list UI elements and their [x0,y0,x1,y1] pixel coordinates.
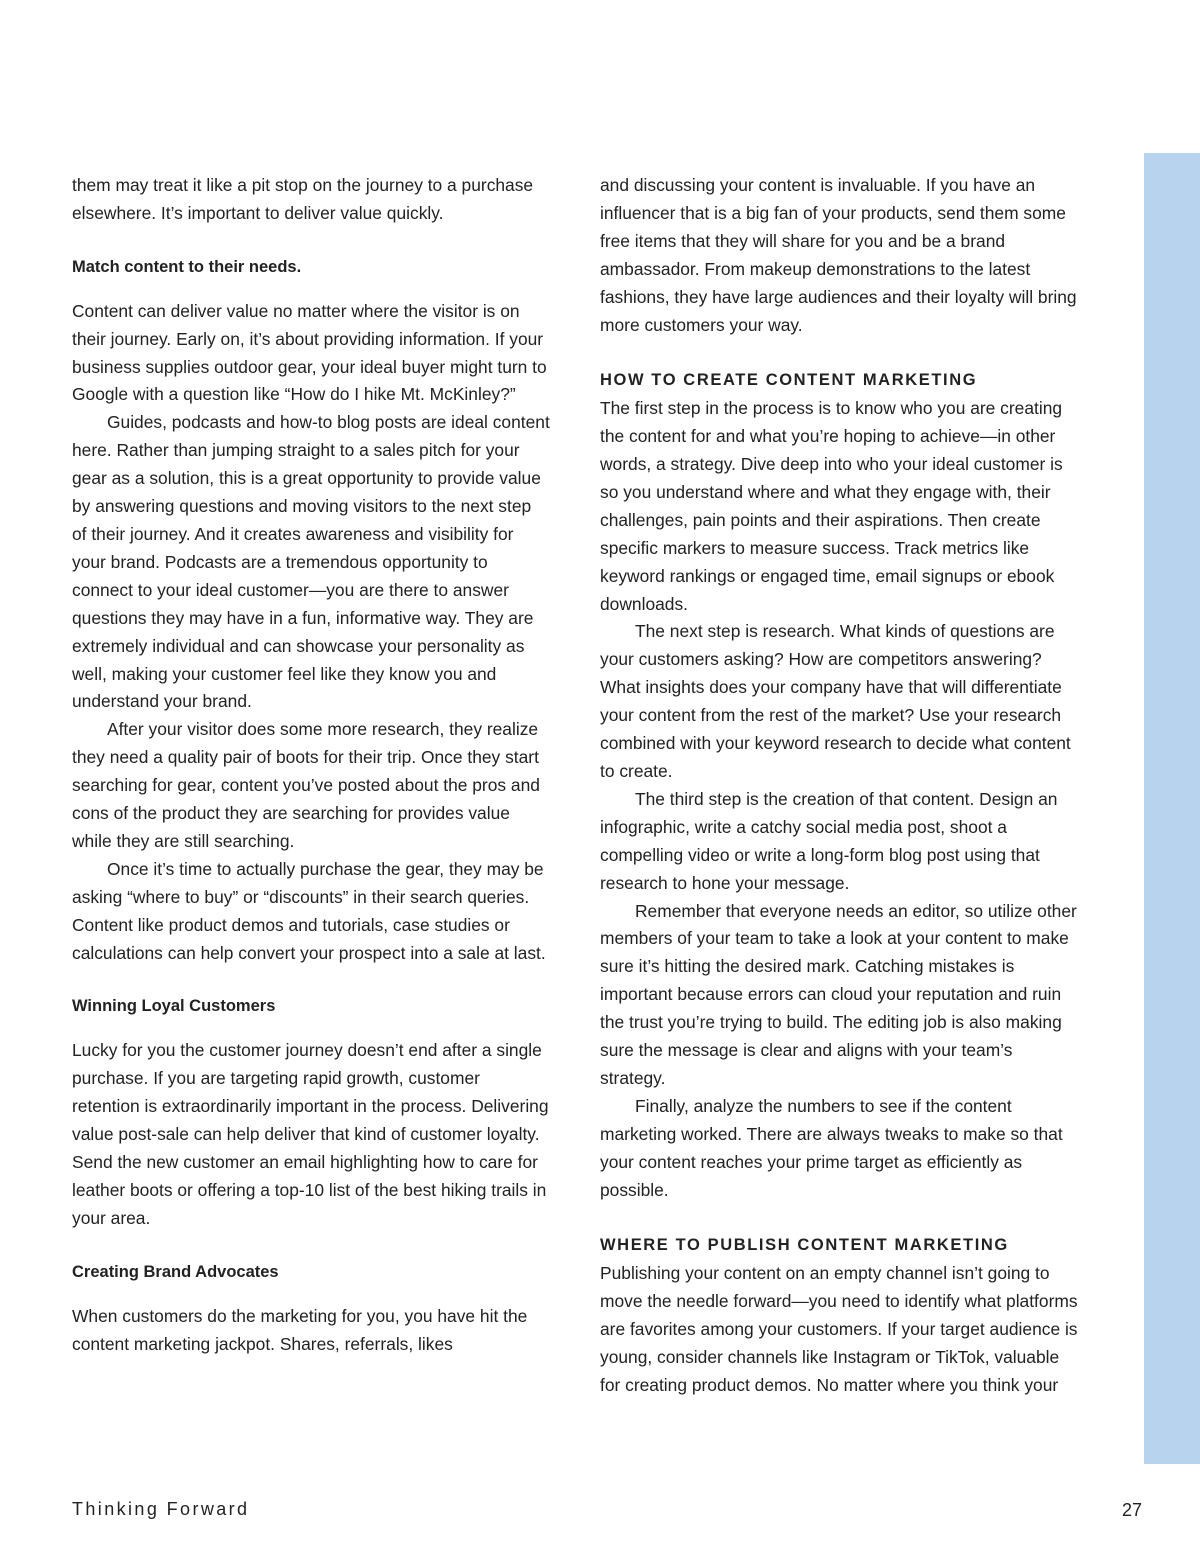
heading-brand-advocates: Creating Brand Advocates [72,1262,279,1281]
how-paragraph-5: Finally, analyze the numbers to see if the content marketing worked. There are always tweaks to make so that your content reaches your prime target as efficiently as possible. [600,1095,1063,1200]
heading-where-to-publish: WHERE TO PUBLISH CONTENT MARKETING [600,1236,1009,1255]
match-paragraph-4: Once it’s time to actually purchase the gear, they may be asking “where to buy” or “discounts” in their search queries. Content like product demos and tutorials, case studies or calculations can help convert your prospect into a sale at last. [72,858,546,963]
decorative-side-bar [1144,153,1200,1464]
how-paragraph-4: Remember that everyone needs an editor, so utilize other members of your team to take a look at your content to make sure it’s hitting the desired mark. Catching mistakes is important because errors can cloud your reputation and ruin the trust you’re trying to build. The editing job is also making sure the message is clear and aligns with your team’s strategy. [600,900,1077,1088]
how-paragraph-2: The next step is research. What kinds of questions are your customers asking? How are competitors answering? What insights does your company have that will differentiate your content from the rest of the market? Use your research combined with your keyword research to decide what content to create. [600,621,1071,782]
page-number: 27 [1122,1500,1143,1520]
left-column [72,172,550,1358]
match-paragraph-2: Guides, podcasts and how-to blog posts are ideal content here. Rather than jumping straight to a sales pitch for your gear as a solution, this is a great opportunity to provide value by answering questions and moving visitors to the next step of their journey. And it creates awareness and visibility for your brand. Podcasts are a tremendous opportunity to connect to your ideal customer—you are there to answer questions they may have in a fun, informative way. They are extremely individual and can showcase your personality as well, making your customer feel like they know you and understand your brand. [72,412,550,712]
heading-match-content: Match content to their needs. [72,257,302,276]
right-column [600,172,1080,1400]
how-paragraph-1: The first step in the process is to know who you are creating the content for and what you’re hoping to achieve—in other words, a strategy. Dive deep into who your ideal customer is so you understand where and what they engage with, their challenges, pain points and their aspirations. Then create specific markers to measure success. Track metrics like keyword rankings or engaged time, email signups or ebook downloads. [600,398,1063,614]
where-paragraph: Publishing your content on an empty channel isn’t going to move the needle forward—you need to identify what platforms are favorites among your customers. If your target audience is young, consider channels like Instagram or TikTok, valuable for creating product demos. No matter where you think your [600,1263,1078,1395]
loyal-paragraph: Lucky for you the customer journey doesn’t end after a single purchase. If you are targeting rapid growth, customer retention is extraordinarily important in the process. Delivering value post-sale can help deliver that kind of customer loyalty. Send the new customer an email highlighting how to care for leather boots or offering a top-10 list of the best hiking trails in your area. [72,1040,549,1228]
match-paragraph-1: Content can deliver value no matter where the visitor is on their journey. Early on, it’s about providing information. If your business supplies outdoor gear, your ideal buyer might turn to Google with a question like “How do I hike Mt. McKinley?” [72,300,547,405]
heading-how-to-create: HOW TO CREATE CONTENT MARKETING [600,371,978,390]
how-paragraph-3: The third step is the creation of that content. Design an infographic, write a catchy social media post, shoot a compelling video or write a long-form blog post using that research to hone your message. [600,788,1058,893]
match-paragraph-3: After your visitor does some more research, they realize they need a quality pair of boots for their trip. Once they start searching for gear, content you’ve posted about the pros and cons of the product they are searching for provides value while they are still searching. [72,719,540,851]
continued-paragraph: and discussing your content is invaluable. If you have an influencer that is a big fan of your products, send them some free items that they will share for you and be a brand ambassador. From makeup demonstrations to the latest fashions, they have large audiences and their loyalty will bring more customers your way. [600,175,1077,335]
intro-paragraph: them may treat it like a pit stop on the journey to a purchase elsewhere. It’s important to deliver value quickly. [72,175,534,223]
footer-publication-title: Thinking Forward [72,1499,250,1519]
advocates-paragraph: When customers do the marketing for you, you have hit the content marketing jackpot. Shares, referrals, likes [72,1305,528,1354]
heading-loyal-customers: Winning Loyal Customers [72,997,276,1016]
